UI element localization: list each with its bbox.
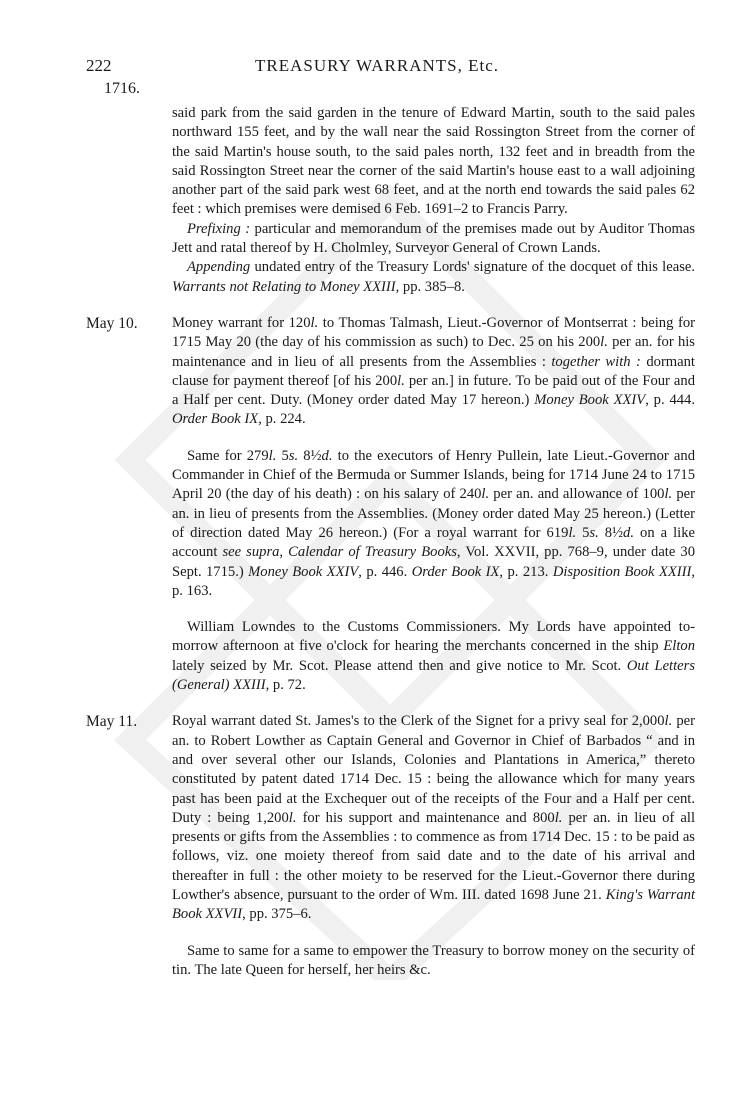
entry-paragraph [172, 258, 695, 297]
italic-text: l. [664, 486, 673, 503]
italic-text: d. [321, 447, 333, 464]
italic-text: Order Book IX [411, 563, 500, 580]
paragraph-gap [172, 925, 695, 942]
text-run: on a like account [172, 524, 696, 561]
italic-text: Money Book XXIV [534, 392, 646, 409]
italic-text: Order Book IX [172, 411, 259, 428]
text-run: per an.] in future. To be paid out of the Four and a Half per cent. Duty. (Money order dated May 17 hereon.) [172, 372, 695, 409]
italic-text: see supra, Calendar of Treasury Books [222, 544, 457, 561]
text-run: 8½ [598, 524, 624, 541]
italic-text: Warrants not Relating to Money XXIII [172, 278, 396, 295]
running-title: TREASURY WARRANTS, Etc. [254, 56, 500, 75]
italic-text: Elton [663, 638, 695, 655]
entry-paragraph [172, 618, 695, 695]
text-run: Money warrant for 120 [172, 314, 311, 331]
paragraph-gap [172, 297, 695, 314]
margin-year: 1716. [104, 80, 140, 97]
text-run: Same for 279 [187, 447, 269, 464]
text-run: , p. 72. [265, 677, 306, 694]
text-run: dormant clause for payment thereof [of his 200 [172, 353, 695, 389]
margin-date: May 10. [86, 314, 138, 332]
entry-paragraph [172, 104, 695, 220]
italic-text: l. [268, 447, 277, 464]
text-run: 8½ [298, 447, 322, 464]
italic-text: l. [664, 713, 673, 730]
text-run: to Thomas Talmash, Lieut.-Governor of Montserrat : being for 1715 May 20 (the day of his commission as such) to Dec. 25 on his 200 [172, 314, 695, 351]
text-run: , pp. 375–6. [242, 906, 312, 923]
text-run: for his support and maintenance and 800 [296, 809, 555, 826]
text-run: Same to same for a same to empower the Treasury to borrow money on the security of tin. The late Queen for herself, her heirs &c. [172, 942, 695, 978]
entry-paragraph [172, 220, 695, 259]
italic-text: s. [288, 447, 299, 464]
italic-text: Prefixing : [187, 220, 251, 237]
text-run: , p. 446. [358, 563, 412, 580]
text-run: , p. 444. [645, 392, 695, 409]
italic-text: l. [310, 314, 319, 331]
page-number: 222 [86, 56, 112, 75]
text-run: per an. in lieu of presents from the Assemblies. (Money order dated May 25 hereon.) (Letter of direction dated May 26 hereon.) (For a royal warrant for 619 [172, 486, 695, 541]
text-run: undated entry of the Treasury Lords' signature of the docquet of this lease. [250, 259, 695, 276]
text-run: per an. and allowance of 100 [489, 486, 665, 503]
paragraph-gap [172, 601, 695, 618]
text-run: particular and memorandum of the premises made out by Auditor Thomas Jett and ratal thereof by H. Cholmley, Surveyor General of Crown Lands. [172, 220, 695, 257]
entry-paragraph [172, 942, 695, 981]
text-run: , Vol. XXVII, pp. 768–9, under date 30 Sept. 1715.) [172, 544, 695, 580]
text-run: said park from the said garden in the tenure of Edward Martin, south to the said pales northward 155 feet, and by the wall near the said Rossington Street from the corner of the said Martin's house south, to the said pales north, 132 feet and in breadth from the said Rossington Street near the corner of the said Martin's house east to a wall adjoining another part of the said park west 68 feet, and at the north end towards the said pales 62 feet : which premises were demised 6 Feb. 1691–2 to Francis Parry. [172, 105, 695, 218]
text-run: Royal warrant dated St. James's to the Clerk of the Signet for a privy seal for 2,000 [172, 713, 665, 730]
italic-text: Appending [187, 259, 251, 276]
italic-text: Disposition Book XXIII [552, 563, 692, 580]
italic-text: King's Warrant Book XXVII [172, 886, 695, 923]
italic-text: Out Letters (General) XXIII [172, 657, 696, 694]
italic-text: l. [397, 372, 405, 389]
italic-text: l. [600, 334, 608, 351]
text-run: per an. for his maintenance and in lieu of all presents from the Assemblies : [172, 334, 695, 370]
margin-date: May 11. [86, 713, 138, 731]
text-run: , pp. 385–8. [395, 278, 465, 295]
entry-paragraph [86, 712, 695, 924]
italic-text: d. [623, 524, 634, 541]
text-run: to the executors of Henry Pullein, late Lieut.-Governor and Commander in Chief of the Bermuda or Summer Islands, being for 1714 June 24 to 1715 April 20 (the day of his death) : on his salary of 240 [172, 447, 695, 503]
italic-text: s. [589, 524, 599, 541]
text-run: William Lowndes to the Customs Commissioners. My Lords have appointed to-morrow afternoon at five o'clock for hearing the merchants concerned in the ship [172, 619, 695, 655]
text-run: 5 [276, 447, 289, 464]
entry-paragraph [172, 447, 695, 601]
text-run: per an. in lieu of all presents or gifts from the Assemblies : to commence as from 1714 Dec. 15 : to be paid as follows, viz. one moiety thereof from said date and to the date of his arrival and thereafter in full : the other moiety to be reserved for the Lieut.-Governor there during Lowther's absence, pursuant to the order of Wm. III. dated 1698 June 21. [172, 809, 695, 903]
entries-column [86, 104, 696, 980]
text-run: , p. 224. [258, 411, 306, 428]
entry-paragraph [86, 314, 695, 430]
italic-text: l. [481, 486, 490, 503]
text-run: , p. 213. [499, 563, 553, 580]
italic-text: l. [288, 809, 297, 826]
italic-text: l. [554, 809, 563, 826]
text-run: lately seized by Mr. Scot. Please attend then and give notice to Mr. Scot. [172, 657, 627, 674]
paragraph-gap [172, 430, 695, 447]
text-run: , p. 163. [172, 563, 696, 599]
text-run: 5 [576, 524, 590, 541]
italic-text: together with : [551, 353, 641, 370]
text-run: per an. to Robert Lowther as Captain General and Governor in Chief of Barbados “ and in and over several other our Islands, Colonies and Plantations in America,” thereto constituted by patent dated 1714 Dec. 15 : being the allowance which for many years past has been paid at the Exchequer out of the receipts of the Four and a Half per cent. Duty : being 1,200 [172, 713, 695, 826]
italic-text: l. [568, 524, 577, 541]
paragraph-gap [172, 695, 695, 712]
italic-text: Money Book XXIV [248, 563, 359, 580]
